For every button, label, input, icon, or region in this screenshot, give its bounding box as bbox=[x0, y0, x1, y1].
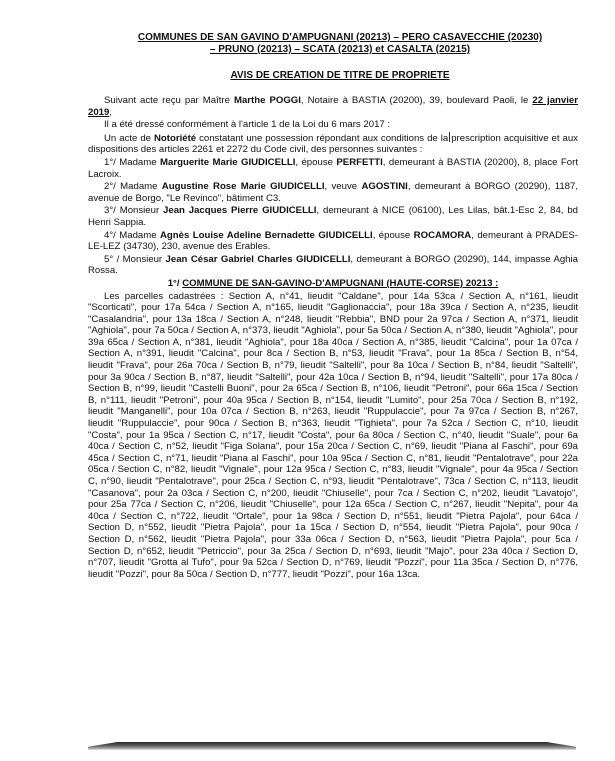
person-prefix: 4°/ Madame bbox=[104, 229, 160, 241]
commune-section-title bbox=[88, 278, 578, 290]
person-name: Agnès Louise Adeline Bernadette GIUDICELLI bbox=[160, 229, 373, 241]
header-line-2: – PRUNO (20213) – SCATA (20213) et CASALTA (20215) bbox=[209, 44, 471, 55]
intro-paragraph bbox=[88, 95, 578, 118]
header-line-1: COMMUNES DE SAN GAVINO D'AMPUGNANI (20213) – PERO CASAVECCHIE (20230) bbox=[137, 32, 543, 43]
person-entry bbox=[88, 254, 578, 277]
notoriety-text: Un acte de bbox=[104, 132, 154, 144]
person-prefix: 2°/ Madame bbox=[104, 181, 162, 193]
person-married-name: ROCAMORA bbox=[413, 229, 472, 241]
document-header bbox=[100, 32, 580, 56]
intro-text: Suivant acte reçu par Maître bbox=[104, 95, 234, 106]
document-body bbox=[88, 95, 578, 581]
section-title-text: COMMUNE DE SAN-GAVINO-D'AMPUGNANI (HAUTE-CORSE) 20213 : bbox=[182, 277, 499, 289]
person-entry bbox=[88, 205, 578, 228]
notice-title: AVIS DE CREATION DE TITRE DE PROPRIETE bbox=[230, 70, 450, 81]
person-prefix: 1°/ Madame bbox=[104, 156, 161, 168]
person-name: Jean César Gabriel Charles GIUDICELLI bbox=[165, 253, 351, 265]
page-bottom-divider bbox=[88, 742, 576, 750]
person-name: Jean Jacques Pierre GIUDICELLI bbox=[163, 205, 317, 217]
person-name: Marguerite Marie GIUDICELLI bbox=[160, 156, 296, 168]
person-address: , demeurant à PRADES-LE-LEZ (34730), 230, avenue des Erables. bbox=[88, 229, 578, 253]
intro-text: , Notaire à BASTIA (20200), 39, boulevard Paoli, le bbox=[300, 95, 533, 106]
person-mid: , veuve bbox=[324, 181, 362, 193]
intro-text: , bbox=[109, 106, 113, 118]
person-entry bbox=[88, 230, 578, 253]
person-mid: , épouse bbox=[295, 156, 337, 168]
notoriety-text: prescription acquisitive et aux dispositions des articles 2261 et 2272 du Code civil, des personnes suivantes : bbox=[88, 132, 578, 156]
person-mid: , épouse bbox=[372, 229, 414, 241]
person-entry bbox=[88, 181, 578, 204]
law-paragraph: Il a été dressé conformément à l'article 1 de la Loi du 6 mars 2017 : bbox=[104, 119, 391, 131]
person-married-name: PERFETTI bbox=[336, 156, 383, 168]
notary-name: Marthe POGGI bbox=[233, 95, 301, 106]
notoriety-paragraph bbox=[88, 132, 578, 156]
notoriety-text: constatant une possession répondant aux conditions de la bbox=[196, 132, 449, 144]
person-entry bbox=[88, 157, 578, 180]
person-prefix: 5° / Monsieur bbox=[104, 253, 166, 265]
person-prefix: 3°/ Monsieur bbox=[104, 205, 164, 217]
person-address: , demeurant à BORGO (20290), 144, impasse Aghia Rossa. bbox=[88, 253, 578, 277]
person-address: , demeurant à NICE (06100), Les Lilas, bât.1-Esc 2, 84, bd Henri Sappia. bbox=[88, 205, 578, 228]
notoriety-word: Notoriété bbox=[154, 132, 197, 144]
person-name: Augustine Rose Marie GIUDICELLI bbox=[161, 181, 325, 193]
person-address: , demeurant à BORGO (20290), 1187, avenue de Borgo, "Le Revinco", bâtiment C3. bbox=[88, 181, 578, 204]
section-number: 1°/ bbox=[167, 277, 183, 289]
act-date: 22 janvier 2019 bbox=[88, 95, 578, 118]
parcels-paragraph: Les parcelles cadastrées : Section A, n°41, lieudit "Caldane", pour 14a 53ca / Section A, n°161, lieudit "Scorticati", pour 17a 54ca / Section A, n°165, lieudit "Gaglionaccia", pour 18a 39ca / Section A, n°235, lieudit "Casalandria", pour 13a 18ca / Section A, n°248, lieudit "Rebbia", BND pour 2a 97ca / Section A, n°371, lieudit "Aghiola", pour 7a 50ca / Section A, n°373, lieudit "Aghiola", pour 5a 50ca / Section A, n°380, lieudit "Aghiola", pour 39a 65ca / Section A, n°381, lieudit "Aghiola", pour 18a 40ca / Section A, n°385, lieudit "Calcina", pour 1a 07ca / Section A, n°391, lieudit "Calcina", pour 8ca / Section B, n°53, lieudit "Frava", pour 1a 85ca / Section B, n°54, lieudit "Frava", pour 26a 70ca / Section B, n°79, lieudit "Saltelli", pour 8a 10ca / Section B, n°84, lieudit "Saltelli", pour 3a 90ca / Section B, n°87, lieudit "Saltelli", pour 42a 10ca / Section B, n°94, lieudit "Saltelli", pour 17a 80ca / Section B, n°99, lieudit "Castelli Buoni", pour 2a 65ca / Section B, n°106, lieudit "Petroni", pour 66a 15ca / Section B, n°111, lieudit "Petroni", pour 40a 95ca / Section B, n°154, lieudit "Lumito", pour 25a 70ca / Section B, n°192, lieudit "Manganelli", pour 10a 07ca / Section B, n°263, lieudit "Ruppulaccie", pour 7a 97ca / Section B, n°267, lieudit "Ruppulaccie", pour 90ca / Section B, n°363, lieudit "Tighieta", pour 7a 52ca / Section C, n°10, lieudit "Costa", pour 1a 95ca / Section C, n°17, lieudit "Costa", pour 6a 80ca / Section C, n°40, lieudit "Suale", pour 6a 40ca / Section C, n°52, lieudit "Figa Solana", pour 15a 20ca / Section C, n°69, lieudit "Piana al Faschi", pour 69a 45ca / Section C, n°71, lieudit "Piana al Faschi", pour 10a 95ca / Section C, n°81, lieudit "Pentalotrave", pour 22a 05ca / Section C, n°82, lieudit "Vignale", pour 12a 95ca / Section C, n°83, lieudit "Vignale", pour 4a 95ca / Section C, n°90, lieudit "Pentalotrave", pour 25ca / Section C, n°93, lieudit "Pentalotrave", 73ca / Section C, n°113, lieudit "Casanova", pour 2a 03ca / Section C, n°200, lieudit "Chiuselle", pour 7ca / Section C, n°202, lieudit "Lavatojo", pour 25a 77ca / Section C, n°206, lieudit "Chiuselle", pour 12a 65ca / Section C, n°267, lieudit "Nepita", pour 4a 40ca / Section C, n°722, lieudit "Ortale", pour 1a 98ca / Section D, n°551, lieudit "Pietra Pajola", pour 64ca / Section D, n°552, lieudit "Pietra Pajola", pour 1a 15ca / Section D, n°554, lieudit "Pietra Pajola", pour 90ca / Section D, n°562, lieudit "Pietra Pajola", pour 33a 06ca / Section D, n°563, lieudit "Pietra Pajola", pour 5ca / Section D, n°652, lieudit "Petriccio", pour 3a 25ca / Section D, n°693, lieudit "Majo", pour 23a 40ca / Section D, n°707, lieudit "Grotta al Tufo", pour 9a 52ca / Section D, n°769, lieudit "Pozzi", pour 11a 35ca / Section D, n°776, lieudit "Pozzi", pour 8a 50ca / Section D, n°777, lieudit "Pozzi", pour 16a 13ca. bbox=[88, 290, 578, 580]
person-married-name: AGOSTINI bbox=[361, 181, 408, 193]
person-address: , demeurant à BASTIA (20200), 8, place Fort Lacroix. bbox=[88, 156, 578, 180]
